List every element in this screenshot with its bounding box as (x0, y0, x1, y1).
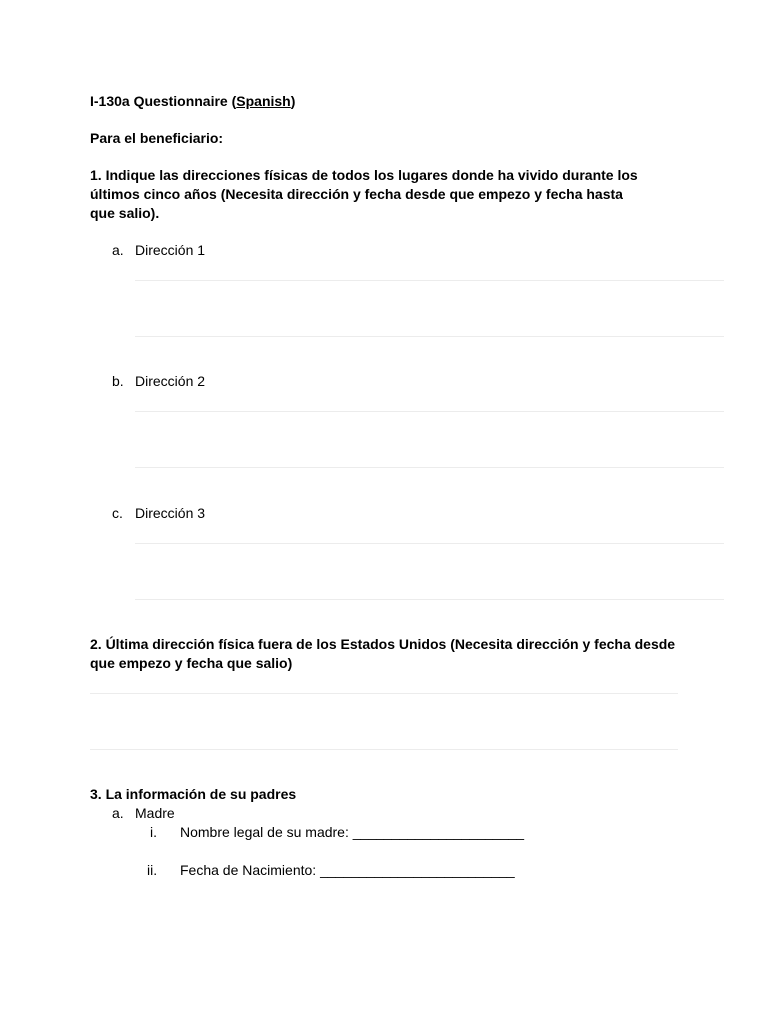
mother-legal-name-field[interactable]: Nombre legal de su madre: ______________________ (180, 824, 525, 840)
q3-sub-marker: a. (112, 805, 124, 821)
q1-item-marker-a: a. (112, 242, 124, 258)
q1-item-label-direccion-1: Dirección 1 (135, 242, 206, 258)
document-title (90, 92, 295, 111)
answer-line[interactable] (135, 336, 724, 337)
answer-line[interactable] (90, 749, 678, 750)
answer-line[interactable] (135, 599, 724, 600)
spanish-link[interactable]: Spanish (236, 93, 291, 109)
birth-date-field[interactable]: Fecha de Nacimiento: _________________________ (180, 862, 515, 878)
question-3-text: 3. La información de su padres (90, 786, 297, 802)
question-2-text: 2. Última dirección física fuera de los Estados Unidos (Necesita dirección y fecha desde que empezo y fecha que salio) (90, 636, 676, 671)
q1-item-label-direccion-2: Dirección 2 (135, 373, 206, 389)
q3-field-marker-i: i. (150, 824, 157, 840)
q1-item-label-direccion-3: Dirección 3 (135, 505, 206, 521)
answer-line[interactable] (90, 693, 678, 694)
answer-line[interactable] (135, 467, 724, 468)
answer-line[interactable] (135, 280, 724, 281)
answer-line[interactable] (135, 411, 724, 412)
section-heading: Para el beneficiario: (90, 130, 224, 146)
title-suffix: ) (290, 93, 296, 109)
title-prefix: I-130a Questionnaire ( (90, 93, 237, 109)
q3-sub-label-madre: Madre (135, 805, 175, 821)
q1-item-marker-c: c. (112, 505, 123, 521)
q3-field-marker-ii: ii. (147, 862, 158, 878)
answer-line[interactable] (135, 543, 724, 544)
question-1-text: 1. Indique las direcciones físicas de todos los lugares donde ha vivido durante los últimos cinco años (Necesita dirección y fecha desde que empezo y fecha hasta que salio). (90, 167, 638, 221)
q1-item-marker-b: b. (112, 373, 124, 389)
